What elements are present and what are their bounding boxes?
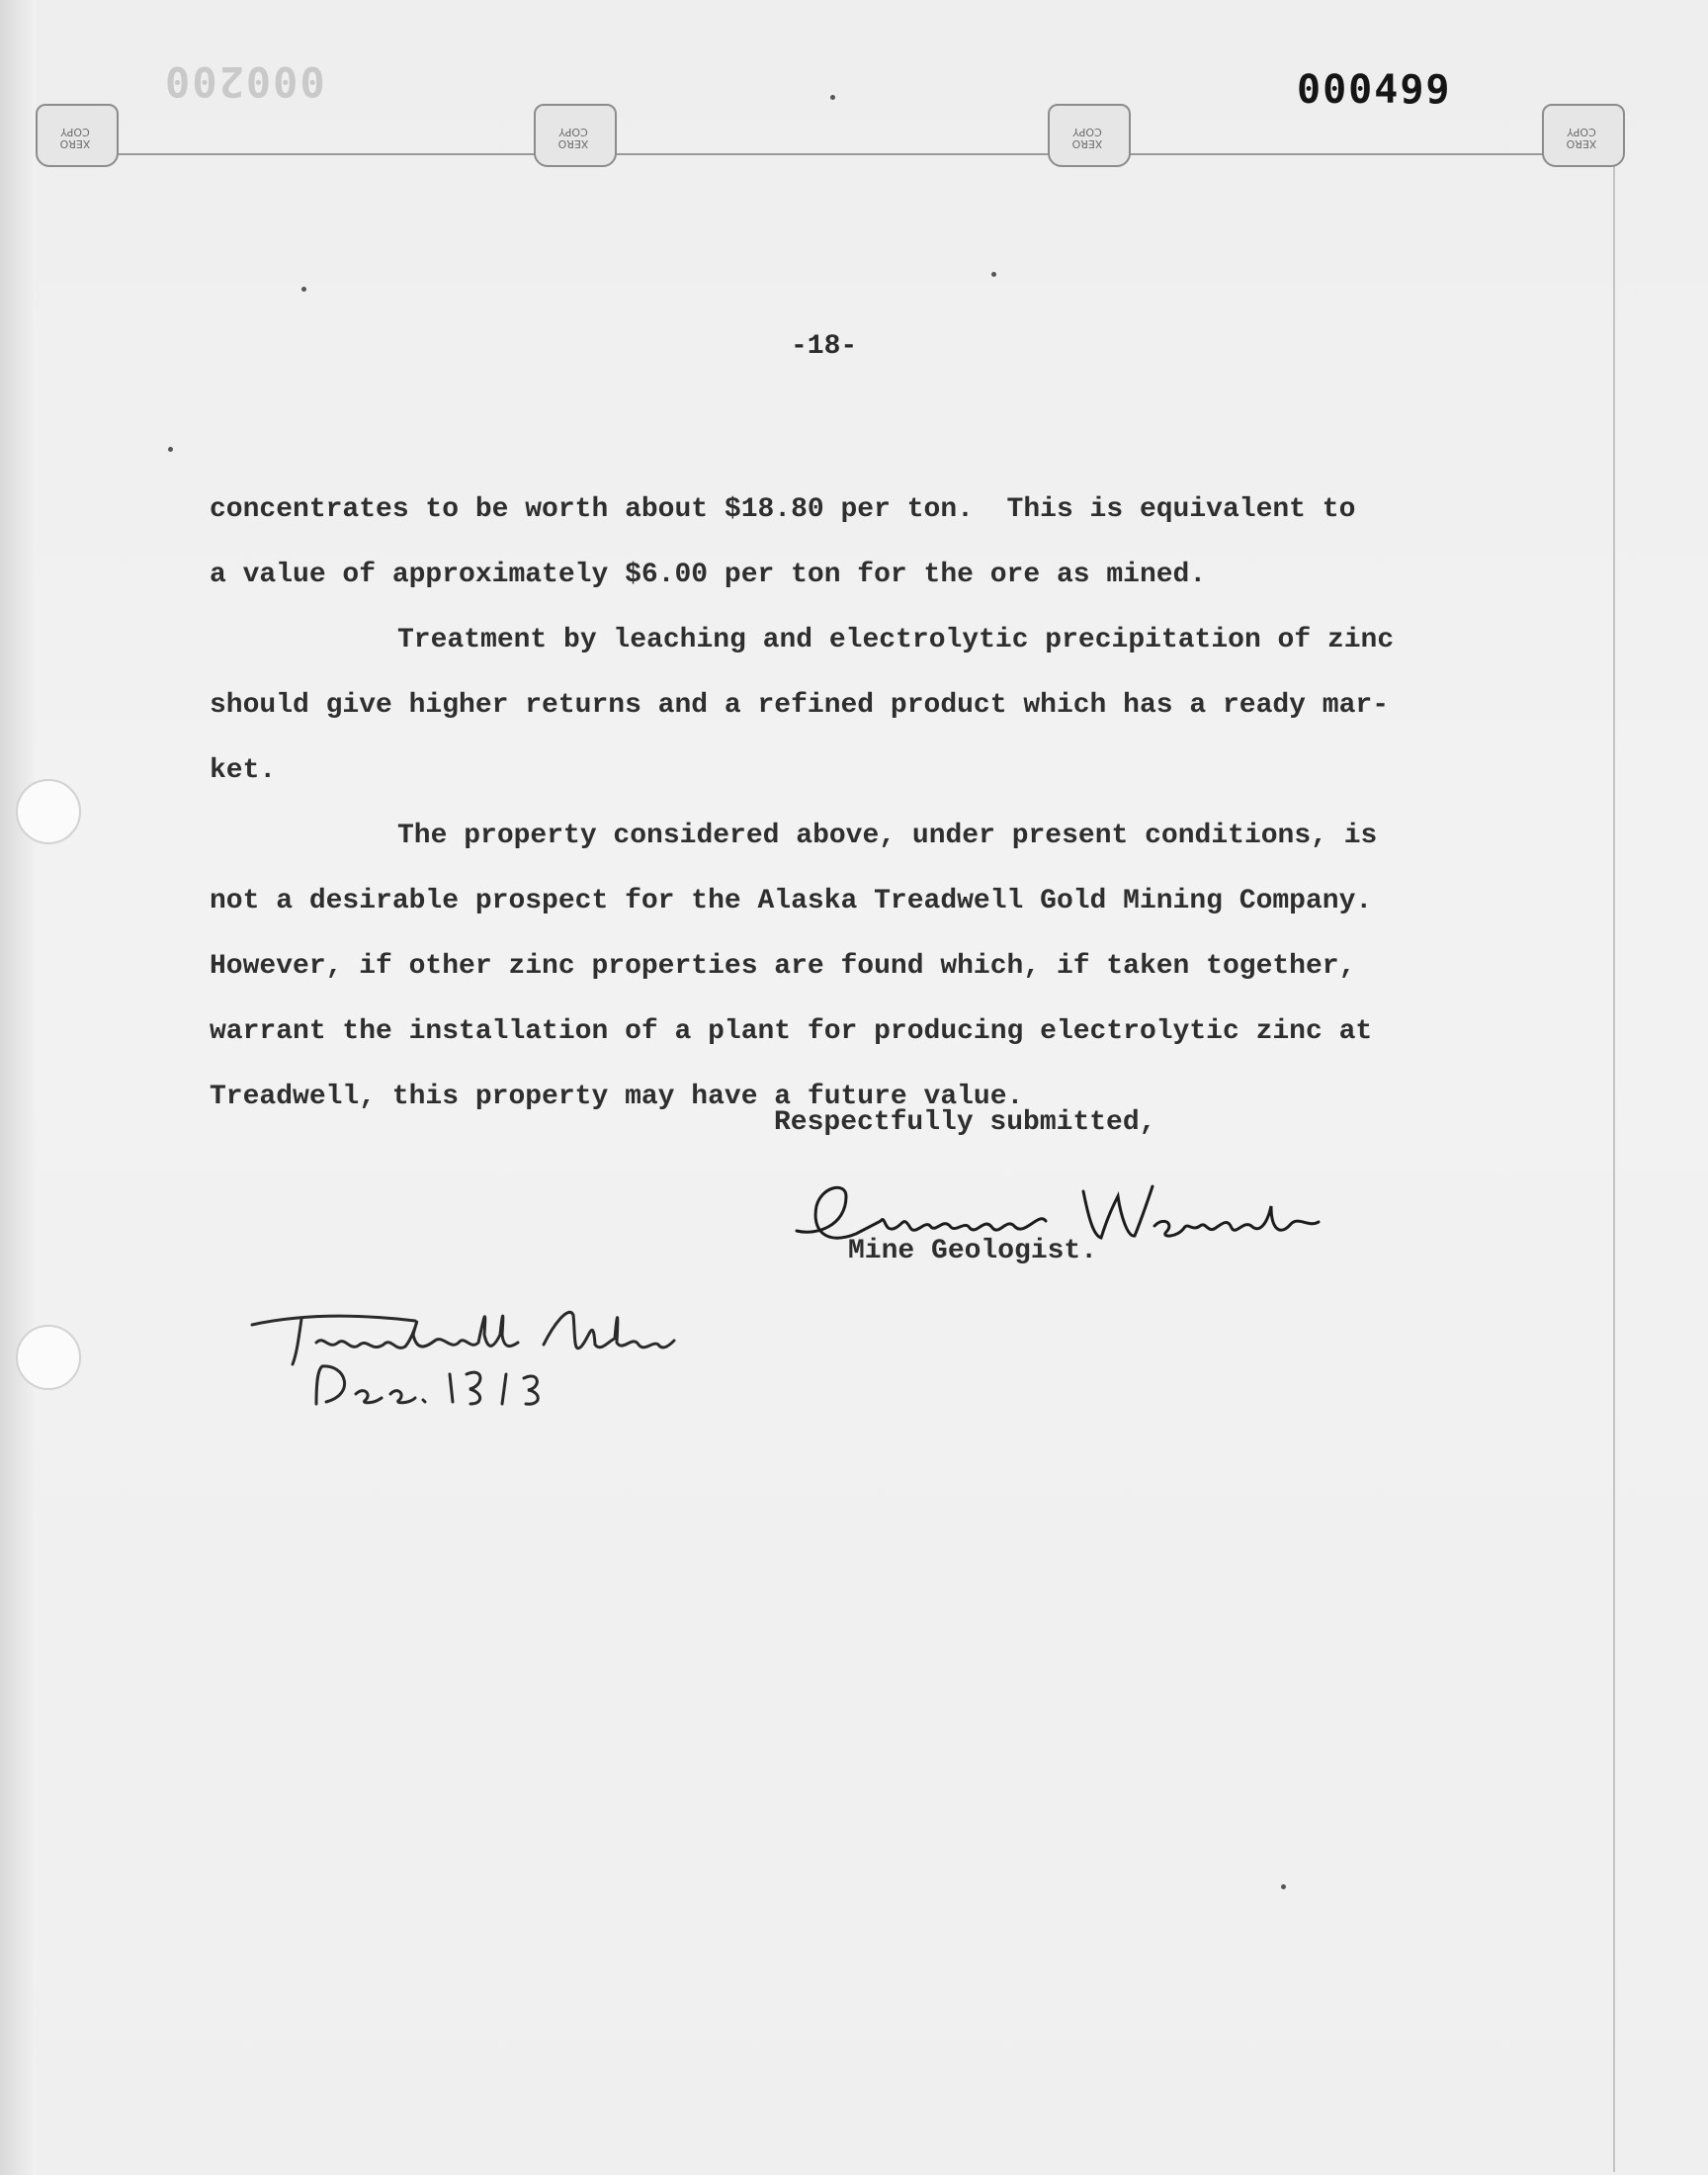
text-line: However, if other zinc properties are found which, if taken together, <box>210 951 1356 982</box>
text-line: not a desirable prospect for the Alaska Treadwell Gold Mining Company. <box>210 886 1373 916</box>
xero-copy-tab <box>534 104 613 163</box>
scan-speck <box>301 287 306 292</box>
scan-shadow <box>0 0 36 2175</box>
page-top-edge <box>40 153 1621 155</box>
binder-hole <box>16 1325 81 1390</box>
scan-speck <box>991 272 996 277</box>
bates-number: 000499 <box>1297 67 1452 113</box>
tab-label: XERO COPY <box>1566 126 1597 150</box>
page-number: -18- <box>791 331 858 362</box>
handwritten-location-date <box>247 1295 722 1414</box>
tab-label: XERO COPY <box>59 126 91 150</box>
signatory-title: Mine Geologist. <box>848 1236 1098 1266</box>
text-line: ket. <box>210 755 277 786</box>
tab-label: XERO COPY <box>1071 126 1103 150</box>
text-line: should give higher returns and a refined product which has a ready mar- <box>210 690 1389 721</box>
text-line: a value of approximately $6.00 per ton for the ore as mined. <box>210 560 1207 590</box>
tab-label: XERO COPY <box>557 126 589 150</box>
text-line: The property considered above, under present conditions, is <box>397 821 1378 851</box>
binder-hole <box>16 779 81 844</box>
text-line: Treatment by leaching and electrolytic precipitation of zinc <box>397 625 1395 655</box>
faded-bates-number: 000200 <box>163 57 325 106</box>
scan-speck <box>830 95 835 100</box>
body-text <box>210 478 1534 1130</box>
xero-copy-tab <box>36 104 115 163</box>
text-line: Treadwell, this property may have a future value. <box>210 1082 1024 1112</box>
text-line: warrant the installation of a plant for producing electrolytic zinc at <box>210 1016 1373 1047</box>
closing-salutation: Respectfully submitted, <box>774 1107 1156 1138</box>
xero-copy-tab <box>1048 104 1127 163</box>
scan-speck <box>168 447 173 452</box>
scan-speck <box>1281 1884 1286 1889</box>
page-right-edge <box>1613 155 1615 2172</box>
xero-copy-tab <box>1542 104 1621 163</box>
text-line: concentrates to be worth about $18.80 per ton. This is equivalent to <box>210 494 1356 525</box>
